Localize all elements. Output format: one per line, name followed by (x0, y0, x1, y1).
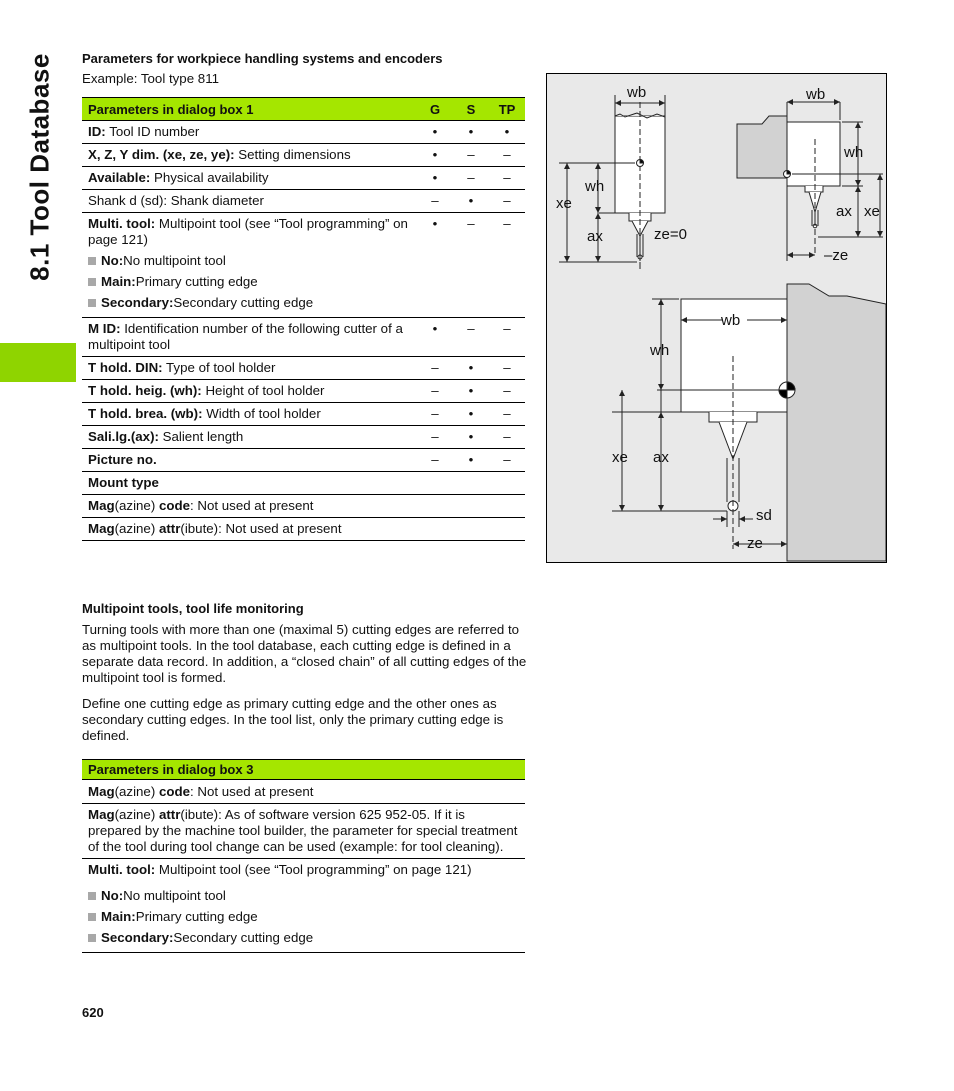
label-ax-1: ax (587, 228, 603, 245)
diagram-tool-holder-3 (612, 284, 886, 561)
parameter-cell (82, 472, 417, 495)
parameter-name-part: attr (158, 521, 181, 536)
table-row (82, 190, 525, 213)
parameter-description-part: : Not used at present (190, 498, 314, 513)
parameter-cell (82, 518, 417, 541)
header-g: G (417, 98, 453, 121)
bullet-square-icon (88, 278, 96, 286)
option-description: Primary cutting edge (135, 274, 258, 289)
cell-g: • (417, 213, 453, 318)
label-ax-3: ax (653, 449, 669, 466)
bullet-square-icon (88, 934, 96, 942)
cell-g: • (417, 318, 453, 357)
cell-s: • (453, 357, 489, 380)
cell-s: • (453, 403, 489, 426)
label-ze-2: –ze (824, 247, 849, 264)
cell-tp (489, 472, 525, 495)
cell-tp: – (489, 213, 525, 318)
parameter-description-part: (ibute): Not used at present (180, 521, 342, 536)
list-item (88, 253, 411, 269)
header-parameters-3: Parameters in dialog box 3 (82, 760, 525, 780)
cell-s: • (453, 380, 489, 403)
cell-tp: – (489, 403, 525, 426)
cell-tp: – (489, 144, 525, 167)
cell-g: – (417, 403, 453, 426)
parameter-name: Mag (88, 498, 115, 513)
parameter-cell (82, 144, 417, 167)
parameter-description: (azine) (114, 498, 159, 513)
chapter-side-title: 8.1 Tool Database (24, 53, 55, 281)
cell-tp (489, 495, 525, 518)
table-row (82, 213, 525, 318)
parameter-description: Multipoint tool (see “Tool programming” on page 121) (88, 216, 408, 247)
bullet-square-icon (88, 299, 96, 307)
parameter-name: Mount type (88, 475, 159, 490)
cell-g: – (417, 357, 453, 380)
parameter-cell (82, 380, 417, 403)
cell-g (417, 518, 453, 541)
parameter-cell (82, 167, 417, 190)
cell-tp: – (489, 190, 525, 213)
cell-s: • (453, 449, 489, 472)
bullet-square-icon (88, 913, 96, 921)
header-s: S (453, 98, 489, 121)
table-row (82, 495, 525, 518)
table-header-row (82, 98, 525, 121)
bullet-square-icon (88, 892, 96, 900)
cell-g: – (417, 426, 453, 449)
cell-g (417, 472, 453, 495)
table-row (82, 804, 525, 859)
parameter-cell (82, 426, 417, 449)
parameter-name: T hold. brea. (wb): (88, 406, 203, 421)
diagram-tool-holder-1 (559, 95, 665, 269)
table-row (82, 403, 525, 426)
parameter-description: Type of tool holder (162, 360, 276, 375)
cell-tp: – (489, 380, 525, 403)
cell-g: – (417, 190, 453, 213)
cell-s (453, 472, 489, 495)
table-row (82, 380, 525, 403)
label-wh-1: wh (585, 178, 605, 195)
tool-dimension-figure (546, 73, 887, 563)
option-name: No: (101, 253, 124, 268)
cell-g: – (417, 449, 453, 472)
parameter-description: Width of tool holder (202, 406, 321, 421)
section-title-multipoint: Multipoint tools, tool life monitoring (82, 601, 304, 616)
cell-s: • (453, 426, 489, 449)
parameter-name: X, Z, Y dim. (xe, ze, ye): (88, 147, 235, 162)
parameter-description: Identification number of the following cutter of a multipoint tool (88, 321, 403, 352)
parameter-name: T hold. DIN: (88, 360, 163, 375)
option-description: No multipoint tool (123, 253, 226, 268)
section-title-handling: Parameters for workpiece handling systems and encoders (82, 51, 443, 66)
table-row (82, 318, 525, 357)
parameter-description: Salient length (158, 429, 244, 444)
list-item: Main: Primary cutting edge (88, 909, 519, 925)
label-wh-2: wh (844, 144, 864, 161)
cell-s: – (453, 144, 489, 167)
page-number: 620 (82, 1005, 104, 1020)
parameter-description: Shank d (sd): Shank diameter (88, 193, 264, 208)
label-ze0: ze=0 (654, 226, 687, 243)
paragraph-multipoint-2: Define one cutting edge as primary cutting edge and the other ones as secondary cutting edges. In the tool list, only the primary cutting edge is defined. (82, 696, 504, 743)
parameter-description: Tool ID number (105, 124, 200, 139)
table-row (82, 357, 525, 380)
list-item (88, 295, 411, 311)
cell-s: • (453, 190, 489, 213)
parameter-name: T hold. heig. (wh): (88, 383, 202, 398)
cell-s: – (453, 167, 489, 190)
table-row (82, 518, 525, 541)
parameter-name-part: code (158, 498, 190, 513)
cell-tp: – (489, 426, 525, 449)
parameter-cell (82, 190, 417, 213)
chapter-tab-marker (0, 343, 76, 382)
table-row (82, 144, 525, 167)
dialog-box-3-table (82, 759, 525, 953)
label-wb-3: wb (721, 312, 741, 329)
parameter-name: Mag (88, 521, 115, 536)
cell-tp (489, 518, 525, 541)
parameter-cell (82, 318, 417, 357)
parameter-cell (82, 495, 417, 518)
label-xe-3: xe (612, 449, 628, 466)
cell-tp: – (489, 357, 525, 380)
parameter-name: M ID: (88, 321, 121, 336)
table-row (82, 449, 525, 472)
table-row (82, 859, 525, 953)
parameter-cell (82, 403, 417, 426)
dialog-box-1-table (82, 97, 525, 541)
parameter-name: Available: (88, 170, 151, 185)
paragraph-multipoint-1: Turning tools with more than one (maximal 5) cutting edges are referred to as multipoint tools. In the tool database, each cutting edge is defined in a separate data record. In addition, a “closed chain” of all cutting edges of the multipoint tool is formed. (82, 622, 527, 685)
example-text: Example: Tool type 811 (82, 71, 219, 86)
cell-g: – (417, 380, 453, 403)
cell-s (453, 518, 489, 541)
bullet-square-icon (88, 257, 96, 265)
cell-g: • (417, 121, 453, 144)
label-sd: sd (756, 507, 772, 524)
option-description: Secondary cutting edge (173, 295, 314, 310)
cell-s (453, 495, 489, 518)
parameter-cell (82, 213, 417, 318)
parameter-name: ID: (88, 124, 106, 139)
parameter-description: Setting dimensions (234, 147, 351, 162)
parameter-description: Height of tool holder (201, 383, 325, 398)
table-row (82, 780, 525, 804)
cell-s: • (453, 121, 489, 144)
label-xe-2: xe (864, 203, 880, 220)
label-ax-2: ax (836, 203, 852, 220)
parameter-description: Physical availability (150, 170, 269, 185)
header-tp: TP (489, 98, 525, 121)
cell-tp: • (489, 121, 525, 144)
label-wh-3: wh (650, 342, 670, 359)
option-name: Main: (101, 274, 136, 289)
table-row (82, 426, 525, 449)
label-wb-2: wb (806, 86, 826, 103)
row-mag-code: Mag(azine) code: Not used at present (82, 780, 525, 804)
parameter-name: Sali.lg.(ax): (88, 429, 159, 444)
list-item: Secondary: Secondary cutting edge (88, 930, 519, 946)
parameter-description: (azine) (114, 521, 159, 536)
cell-g: • (417, 167, 453, 190)
label-ze-3: ze (747, 535, 763, 552)
list-item: No: No multipoint tool (88, 888, 519, 904)
cell-g: • (417, 144, 453, 167)
cell-g (417, 495, 453, 518)
option-name: Secondary: (101, 295, 174, 310)
table-row (82, 121, 525, 144)
table-row (82, 472, 525, 495)
parameter-cell (82, 121, 417, 144)
row-multi-tool: Multi. tool: Multipoint tool (see “Tool programming” on page 121) No: No multipoint tool Main: Primary cutting edge Secondary: Secondary cutting edge (82, 859, 525, 953)
cell-s: – (453, 213, 489, 318)
diagram-tool-holder-2 (737, 102, 883, 261)
cell-tp: – (489, 167, 525, 190)
cell-tp: – (489, 449, 525, 472)
label-xe-1: xe (556, 195, 572, 212)
table-header-row (82, 760, 525, 780)
parameter-cell (82, 357, 417, 380)
cell-tp: – (489, 318, 525, 357)
header-parameters: Parameters in dialog box 1 (82, 98, 417, 121)
list-item (88, 274, 411, 290)
cell-s: – (453, 318, 489, 357)
parameter-name: Multi. tool: (88, 216, 156, 231)
label-wb-1: wb (627, 84, 647, 101)
row-mag-attr: Mag(azine) attr(ibute): As of software version 625 952-05. If it is prepared by the machine tool builder, the parameter for special treatment of the tool during tool change can be used (example: for tool cleaning). (82, 804, 525, 859)
parameter-cell (82, 449, 417, 472)
table-row (82, 167, 525, 190)
parameter-name: Picture no. (88, 452, 157, 467)
